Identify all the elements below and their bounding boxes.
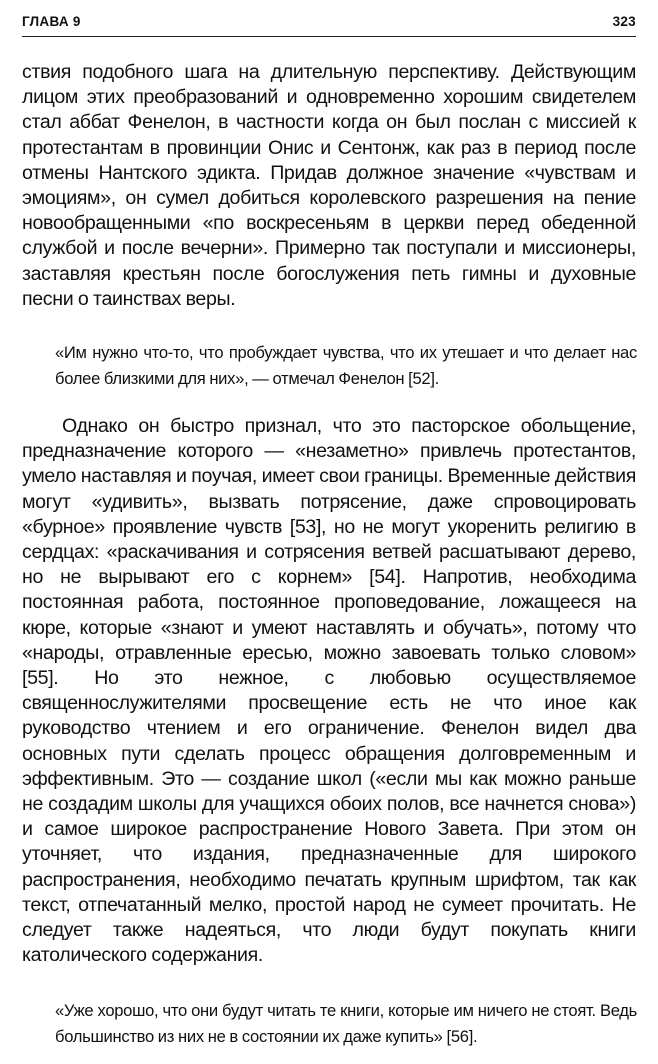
chapter-label: ГЛАВА 9 [22, 14, 81, 29]
block-quote-books [55, 998, 637, 1049]
paragraph-text: ствия подобного шага на длительную перспективу. Действующим лицом этих преобразований и одновременно хорошим свидетелем стал аббат Фенелон, в частности когда он был послан с миссией к протестантам в провинции Онис и Сентонж, как раз в период после отмены Нантского эдикта. Придав должное значение «чувствам и эмоциям», он сумел добиться королевского разрешения на пение новообращенными «по воскресеньям в церкви перед обеденной службой и после вечерни». Примерно так поступали и миссионеры, заставляя крестьян после богослужения петь гимны и духовные песни о таинствах веры. [22, 61, 636, 310]
block-quote-fenelon [55, 340, 637, 391]
header-rule [22, 36, 636, 37]
running-head [22, 14, 636, 34]
quote-text: «Уже хорошо, что они будут читать те книги, которые им ничего не стоят. Ведь большинство из них не в состоянии их даже купить» [56]. [55, 1001, 637, 1046]
quote-text: «Им нужно что-то, что пробуждает чувства, что их утешает и что делает нас более близкими для них», — отмечал Фенелон [52]. [55, 343, 637, 388]
paragraph-main [22, 414, 636, 968]
paragraph-text: Однако он быстро признал, что это пасторское обольщение, предназначение которого — «незаметно» привлечь протестантов, умело наставляя и поучая, имеет свои границы. Временные действия могут «удивить», вызвать потрясение, даже спровоцировать «бурное» проявление чувств [53], но не могут укоренить религию в сердцах: «раскачивания и сотрясения ветвей расшатывают дерево, но не вырывают его с корнем» [54]. Напротив, необходима постоянная работа, постоянное проповедование, ложащееся на кюре, которые «знают и умеют наставлять и обучать», потому что «народы, отравленные ересью, можно завоевать только словом» [55]. Но это нежное, с любовью осуществляемое священнослужителями просвещение есть не что иное как руководство чтением и его ограничение. Фенелон видел два основных пути сделать процесс обращения долговременным и эффективным. Это — создание школ («если мы как можно раньше не создадим школы для учащихся обоих полов, все начнется снова») и самое широкое распространение Нового Завета. При этом он уточняет, что издания, предназначенные для широкого распространения, необходимо печатать крупным шрифтом, так как текст, отпечатанный мелко, простой народ не сумеет прочитать. Не следует также надеяться, что люди будут покупать книги католического содержания. [22, 415, 636, 967]
page-number: 323 [612, 14, 636, 29]
paragraph-continued [22, 60, 636, 312]
